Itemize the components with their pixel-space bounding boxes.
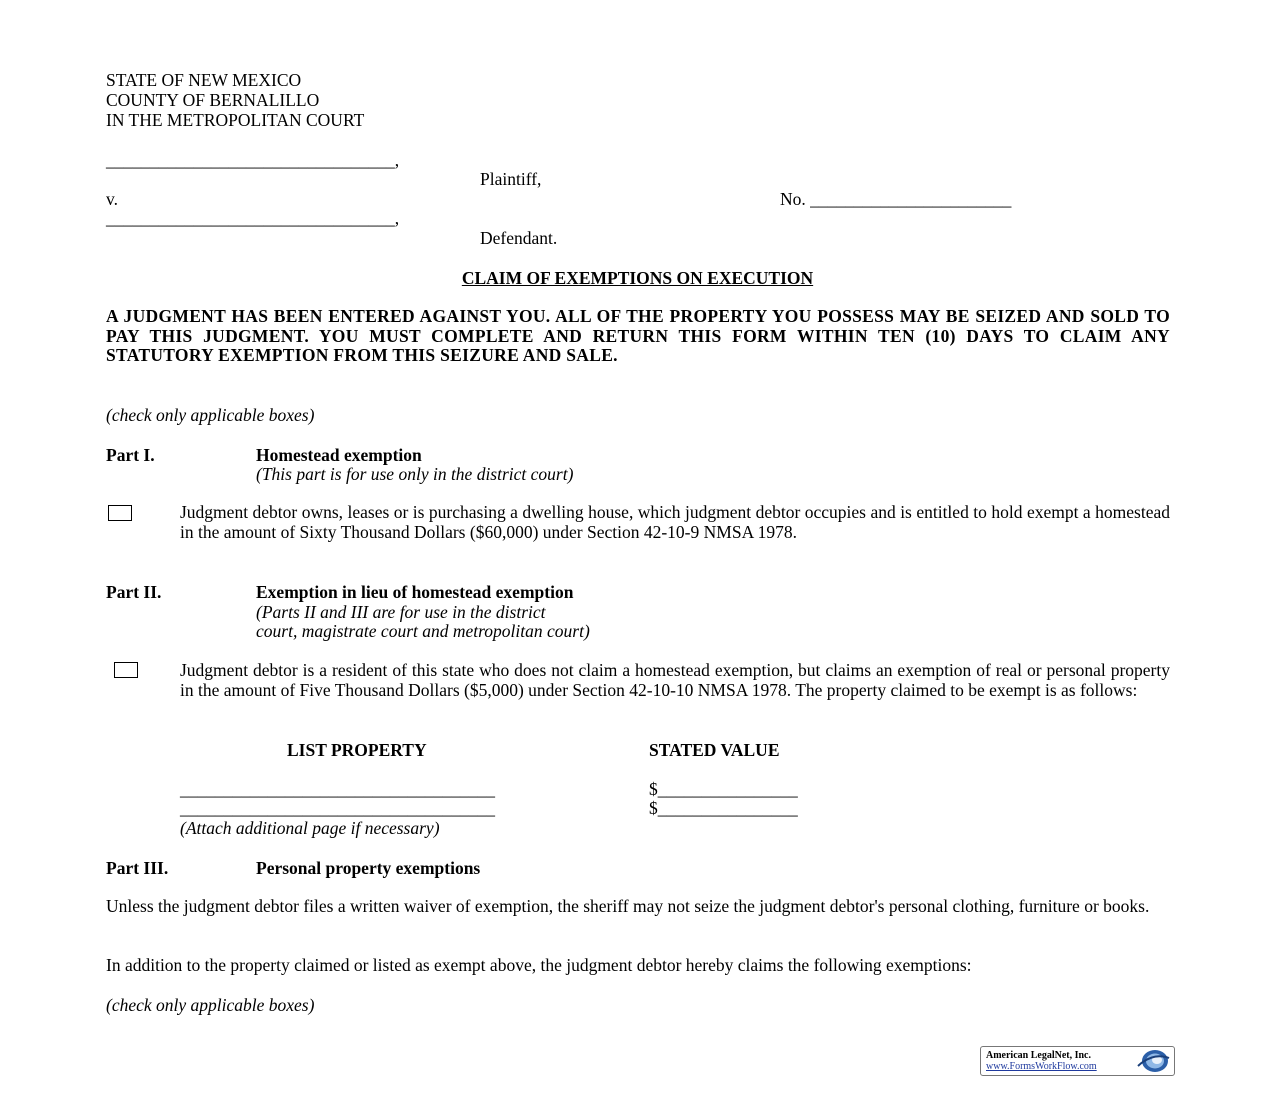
warning-notice: A JUDGMENT HAS BEEN ENTERED AGAINST YOU. ALL OF THE PROPERTY YOU POSSESS MAY BE SEIZED AND SOLD TO PAY THIS JUDGMENT. YOU MUST COMPLETE AND RETURN THIS FORM WITHIN TEN (10) DAYS TO CLAIM ANY STATUTORY EXEMPTION FROM THIS SEIZURE AND SALE. bbox=[106, 306, 1170, 366]
part2-heading: Exemption in lieu of homestead exemption bbox=[256, 582, 574, 602]
part1-label: Part I. bbox=[106, 445, 155, 465]
in-lieu-checkbox[interactable] bbox=[114, 662, 138, 678]
part2-note-line2: court, magistrate court and metropolitan court) bbox=[256, 621, 590, 641]
part3-label: Part III. bbox=[106, 858, 169, 878]
court-name: IN THE METROPOLITAN COURT bbox=[106, 110, 365, 130]
part2-label: Part II. bbox=[106, 582, 162, 602]
plaintiff-blank[interactable]: _________________________________, bbox=[106, 150, 400, 170]
part2-note-line1: (Parts II and III are for use in the district bbox=[256, 602, 546, 622]
document-title: CLAIM OF EXEMPTIONS ON EXECUTION bbox=[461, 268, 814, 288]
legalnet-badge[interactable] bbox=[980, 1046, 1175, 1076]
attach-note: (Attach additional page if necessary) bbox=[180, 818, 440, 838]
value-field[interactable]: $________________ bbox=[649, 779, 798, 799]
defendant-label: Defendant. bbox=[480, 228, 558, 248]
part1-heading: Homestead exemption bbox=[256, 445, 422, 465]
court-county: COUNTY OF BERNALILLO bbox=[106, 90, 320, 110]
plaintiff-label: Plaintiff, bbox=[480, 169, 542, 189]
value-field[interactable]: $________________ bbox=[649, 798, 798, 818]
part1-text: Judgment debtor owns, leases or is purchasing a dwelling house, which judgment debtor occupies and is entitled to hold exempt a homestead in the amount of Sixty Thousand Dollars ($60,000) under Section 42-10-9 NMSA 1978. bbox=[180, 502, 1170, 542]
part3-heading: Personal property exemptions bbox=[256, 858, 481, 878]
defendant-blank[interactable]: _________________________________, bbox=[106, 208, 400, 228]
badge-company: American LegalNet, Inc. bbox=[986, 1050, 1091, 1061]
part3-para1: Unless the judgment debtor files a written waiver of exemption, the sheriff may not seize the judgment debtor's personal clothing, furniture or books. bbox=[106, 896, 1150, 916]
part3-check-instruction: (check only applicable boxes) bbox=[106, 995, 315, 1015]
property-field[interactable]: ____________________________________ bbox=[180, 779, 495, 799]
globe-logo-icon bbox=[1135, 1048, 1171, 1074]
property-field[interactable]: ____________________________________ bbox=[180, 798, 495, 818]
badge-url-link[interactable]: www.FormsWorkFlow.com bbox=[986, 1061, 1097, 1072]
stated-value-header: STATED VALUE bbox=[649, 740, 780, 760]
homestead-checkbox[interactable] bbox=[108, 505, 132, 521]
part3-para2: In addition to the property claimed or listed as exempt above, the judgment debtor hereby claims the following exemptions: bbox=[106, 955, 972, 975]
list-property-header: LIST PROPERTY bbox=[287, 740, 427, 760]
check-instruction: (check only applicable boxes) bbox=[106, 405, 315, 425]
part2-text: Judgment debtor is a resident of this state who does not claim a homestead exemption, but claims an exemption of real or personal property in the amount of Five Thousand Dollars ($5,000) under Section 42-10-10 NMSA 1978. The property claimed to be exempt is as follows: bbox=[180, 660, 1170, 700]
court-state: STATE OF NEW MEXICO bbox=[106, 70, 302, 90]
case-number-field[interactable]: No. _______________________ bbox=[780, 189, 1012, 209]
part1-note: (This part is for use only in the district court) bbox=[256, 464, 574, 484]
versus-label: v. bbox=[106, 189, 118, 209]
